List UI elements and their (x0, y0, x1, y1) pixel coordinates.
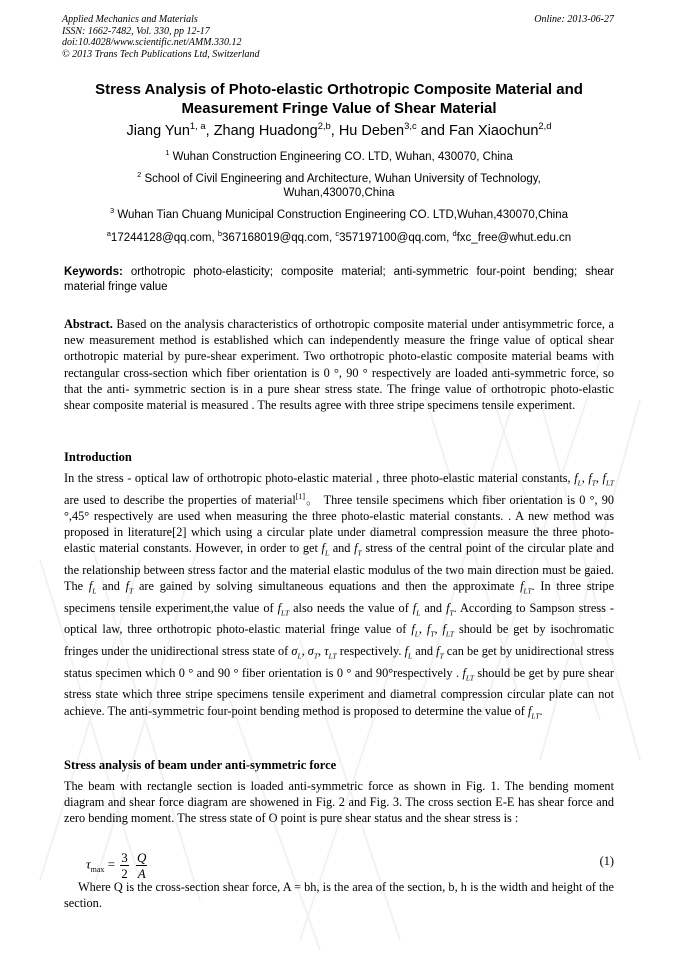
keywords-text: orthotropic photo-elasticity; composite material; anti-symmetric four-point bending; shear material fringe value (64, 266, 614, 293)
issn-line: ISSN: 1662-7482, Vol. 330, pp 12-17 (62, 25, 210, 37)
author-name: Zhang Huadong (213, 123, 318, 139)
keywords-block (64, 265, 614, 295)
equation-1: $\tau_{max}$ = $\frac{3}{2}$ $\frac{Q}{A}$ (86, 850, 147, 881)
author-name: Jiang Yun (126, 123, 190, 139)
citation-ref[interactable]: [1] (295, 491, 306, 501)
copyright-line: © 2013 Trans Tech Publications Ltd, Switzerland (62, 48, 260, 60)
abstract-block (64, 316, 614, 413)
email-link[interactable]: 357197100@qq.com (339, 232, 447, 244)
keywords-label: Keywords: (64, 266, 123, 278)
doi-line: doi:10.4028/www.scientific.net/AMM.330.12 (62, 37, 242, 48)
affiliation-1: $^1$ Wuhan Construction Engineering CO. LTD, Wuhan, 430070, China (165, 148, 513, 163)
author-list: Jiang Yun$^{1, a}$, Zhang Huadong$^{2,b}$, Hu Deben$^{3,c}$ and Fan Xiaochun$^{2,d}$ (126, 120, 552, 139)
abstract-label: Abstract. (64, 317, 113, 331)
affiliation-2: $^2$ School of Civil Engineering and Architecture, Wuhan University of Technology, Wuhan,430070,China (137, 170, 541, 199)
email-link[interactable]: 367168019@qq.com (222, 232, 329, 244)
email-list: $^a$17244128@qq.com, $^b$367168019@qq.com, $^c$357197100@qq.com, $^d$fxc_free@whut.edu.cn (106, 229, 572, 244)
journal-header (62, 14, 260, 60)
author-name: Hu Deben (338, 123, 405, 139)
intro-paragraph: In the stress - optical law of orthotropic photo-elastic material , three photo-elastic material constants, $f_L$, $f_T$, $f_{LT}$ are used to describe the properties of material[1]。 Three tensile specimens which fiber orientation is 0 °, 90 °,45° respectively are used when measuring the three photo-elastic material constants. . A new method was proposed in literature[2] which using a circular plate under diametral compression measure the three photo-elastic material constants. However, in order to get $f_L$ and $f_T$ stress of the central point of the circular plate and the relationship between stress factor and the material elastic modulus of the two main direction must be gaied. The $f_L$ and $f_T$ are gained by solving simultaneous equations and then the approximate $f_{LT}$. In three stripe specimens tensile experiment,the value of $f_{LT}$ also needs the value of $f_L$ and $f_T$. According to Sampson stress - optical law, three orthotropic photo-elastic material fringe value of $f_L$, $f_T$, $f_{LT}$ should be get by isochromatic fringes under the unidirectional stress state of $\sigma_L$, $\sigma_T$, $\tau_{LT}$ respectively. $f_L$ and $f_T$ can be get by unidirectional stress status specimen which 0 ° and 90 ° fiber orientation is 0 ° and 90°respectively . $f_{LT}$ should be get by pure shear stress state which three stripe specimens tensile experiment and diametral compression circular plate can not achieve. The anti-symmetric four-point bending method is proposed to determine the value of $f_{LT}$. (64, 471, 615, 721)
online-date: Online: 2013-06-27 (534, 14, 614, 25)
intro-heading: Introduction (64, 450, 132, 464)
equation-number: (1) (599, 854, 614, 868)
fraction-q-over-a: $\frac{Q}{A}$ (137, 850, 147, 881)
affiliation-3: $^3$ Wuhan Tian Chuang Municipal Construction Engineering CO. LTD,Wuhan,430070,China (109, 206, 569, 221)
email-link[interactable]: 17244128@qq.com (110, 232, 212, 244)
where-paragraph: Where Q is the cross-section shear force, A = bh, is the area of the section, b, h is the width and height of the section. (64, 880, 614, 911)
journal-name: Applied Mechanics and Materials (62, 14, 198, 25)
section-heading-stress-analysis: Stress analysis of beam under anti-symmetric force (64, 758, 337, 772)
email-link[interactable]: fxc_free@whut.edu.cn (456, 232, 572, 244)
abstract-text: Based on the analysis characteristics of orthotropic composite material under antisymmetric force, a new measurement method is established which can independently measure the fringe value of optical shear orthotropic material by pure-shear experiment. Two orthotropic photo-elastic composite material beams with rectangular cross-section which fiber orientation is 0 °, 90 ° respectively are loaded anti-symmetric force, so that the anti- symmetric section is in a pure shear stress state. The fringe value of orthotropic photo-elastic shear composite material is measured . The results agree with three stripe specimens tensile experiment. (64, 317, 615, 413)
paper-title: Stress Analysis of Photo-elastic Orthotropic Composite Material and Measurement Fringe Value of Shear Material (95, 81, 583, 117)
section-paragraph: The beam with rectangle section is loaded anti-symmetric force as shown in Fig. 1. The bending moment diagram and shear force diagram are showened in Fig. 2 and Fig. 3. The cross section E-E has shear force and zero bending moment. The stress state of O point is pure shear status and the shear stress is : (64, 779, 614, 826)
author-name: Fan Xiaochun (448, 123, 539, 139)
fraction-coefficient: $\frac{3}{2}$ (121, 850, 128, 881)
